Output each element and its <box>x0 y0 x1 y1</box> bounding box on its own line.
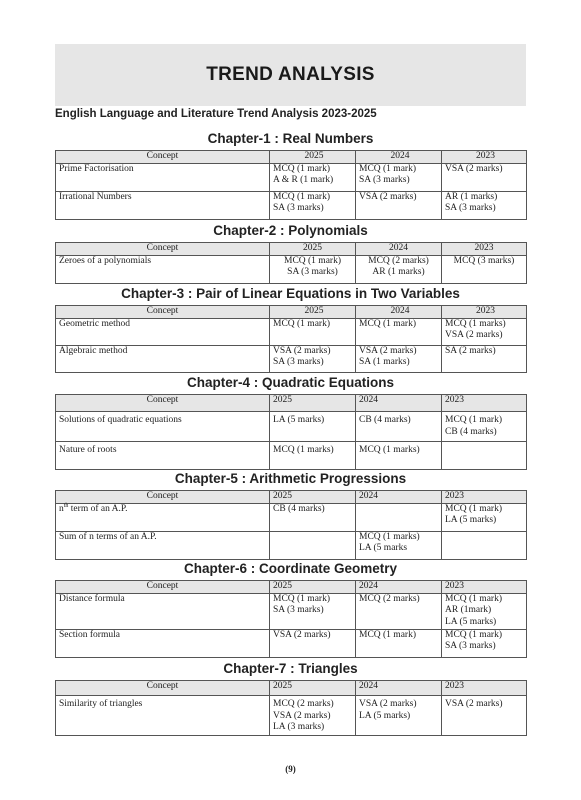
table-header-row <box>56 491 527 504</box>
chapter-heading: Chapter-5 : Arithmetic Progressions <box>174 471 407 486</box>
year-2025-cell <box>270 531 356 559</box>
header-concept: Concept <box>56 395 270 412</box>
trend-table-chapter-5 <box>55 490 527 560</box>
term-superscript: th <box>63 502 69 509</box>
table-row <box>56 163 527 191</box>
chapter-heading: Chapter-6 : Coordinate Geometry <box>183 561 398 576</box>
table-row <box>56 503 527 531</box>
concept-cell: Geometric method <box>56 318 270 345</box>
year-2023-cell <box>442 442 527 470</box>
header-2024: 2024 <box>356 151 442 164</box>
table-row <box>56 191 527 219</box>
table-header-row <box>56 151 527 164</box>
year-2023-cell: MCQ (3 marks) <box>442 255 527 283</box>
table-row <box>56 593 527 629</box>
header-2025: 2025 <box>270 581 356 594</box>
trend-table-chapter-2 <box>55 242 527 284</box>
table-row <box>56 531 527 559</box>
header-2023: 2023 <box>442 395 527 412</box>
table-row <box>56 255 527 283</box>
header-2024: 2024 <box>356 395 442 412</box>
year-2024-cell: MCQ (1 mark) SA (3 marks) <box>356 163 442 191</box>
year-2024-cell: VSA (2 marks) <box>356 191 442 219</box>
header-concept: Concept <box>56 681 270 696</box>
header-2023: 2023 <box>442 243 527 256</box>
page-subtitle: English Language and Literature Trend Analysis 2023-2025 <box>55 108 377 120</box>
trend-table-chapter-1 <box>55 150 527 220</box>
header-2023: 2023 <box>442 681 527 696</box>
trend-table-chapter-3 <box>55 305 527 373</box>
header-2025: 2025 <box>270 243 356 256</box>
year-2025-cell: VSA (2 marks) SA (3 marks) <box>270 345 356 372</box>
chapter-heading: Chapter-4 : Quadratic Equations <box>186 375 395 390</box>
header-2025: 2025 <box>270 491 356 504</box>
year-2025-cell: MCQ (1 mark) A & R (1 mark) <box>270 163 356 191</box>
table-header-row <box>56 681 527 696</box>
year-2023-cell: MCQ (1 mark) CB (4 marks) <box>442 412 527 442</box>
header-concept: Concept <box>56 306 270 319</box>
concept-text: term of an A.P. <box>70 503 128 514</box>
year-2023-cell: MCQ (1 mark) LA (5 marks) <box>442 503 527 531</box>
concept-cell: Prime Factorisation <box>56 163 270 191</box>
term-n: n <box>59 503 64 514</box>
header-2024: 2024 <box>356 306 442 319</box>
concept-cell: Sum of n terms of an A.P. <box>56 531 270 559</box>
concept-cell: Algebraic method <box>56 345 270 372</box>
year-2024-cell: CB (4 marks) <box>356 412 442 442</box>
year-2025-cell: MCQ (2 marks) VSA (2 marks) LA (3 marks) <box>270 696 356 736</box>
concept-cell: Zeroes of a polynomials <box>56 255 270 283</box>
year-2023-cell: MCQ (1 marks) VSA (2 marks) <box>442 318 527 345</box>
header-2023: 2023 <box>442 151 527 164</box>
table-row <box>56 412 527 442</box>
header-2025: 2025 <box>270 306 356 319</box>
trend-table-chapter-6 <box>55 580 527 658</box>
year-2023-cell: AR (1 marks) SA (3 marks) <box>442 191 527 219</box>
header-2024: 2024 <box>356 681 442 696</box>
header-2023: 2023 <box>442 306 527 319</box>
year-2025-cell: CB (4 marks) <box>270 503 356 531</box>
table-row <box>56 442 527 470</box>
header-concept: Concept <box>56 581 270 594</box>
header-2024: 2024 <box>356 491 442 504</box>
table-row <box>56 629 527 657</box>
header-concept: Concept <box>56 243 270 256</box>
header-2024: 2024 <box>356 581 442 594</box>
year-2025-cell: LA (5 marks) <box>270 412 356 442</box>
concept-cell <box>56 503 270 531</box>
table-row <box>56 345 527 372</box>
year-2024-cell: VSA (2 marks) LA (5 marks) <box>356 696 442 736</box>
year-2025-cell: MCQ (1 mark) SA (3 marks) <box>270 255 356 283</box>
header-2024: 2024 <box>356 243 442 256</box>
header-2023: 2023 <box>442 491 527 504</box>
year-2023-cell: SA (2 marks) <box>442 345 527 372</box>
year-2023-cell: MCQ (1 mark) SA (3 marks) <box>442 629 527 657</box>
chapter-heading: Chapter-7 : Triangles <box>223 661 358 676</box>
concept-cell: Distance formula <box>56 593 270 629</box>
year-2024-cell: MCQ (1 marks) LA (5 marks <box>356 531 442 559</box>
year-2023-cell: VSA (2 marks) <box>442 696 527 736</box>
year-2024-cell: MCQ (2 marks) AR (1 marks) <box>356 255 442 283</box>
title-banner <box>55 44 526 106</box>
chapter-heading: Chapter-2 : Polynomials <box>213 223 368 238</box>
year-2023-cell: VSA (2 marks) <box>442 163 527 191</box>
header-2025: 2025 <box>270 151 356 164</box>
year-2023-cell: MCQ (1 mark) AR (1mark) LA (5 marks) <box>442 593 527 629</box>
concept-cell: Section formula <box>56 629 270 657</box>
table-row <box>56 696 527 736</box>
trend-table-chapter-4 <box>55 394 527 470</box>
table-row <box>56 318 527 345</box>
trend-table-chapter-7 <box>55 680 527 736</box>
year-2024-cell: MCQ (1 marks) <box>356 442 442 470</box>
header-concept: Concept <box>56 491 270 504</box>
year-2025-cell: MCQ (1 mark) SA (3 marks) <box>270 191 356 219</box>
table-header-row <box>56 581 527 594</box>
year-2024-cell: VSA (2 marks) SA (1 marks) <box>356 345 442 372</box>
header-concept: Concept <box>56 151 270 164</box>
year-2024-cell: MCQ (1 mark) <box>356 629 442 657</box>
concept-cell: Irrational Numbers <box>56 191 270 219</box>
table-header-row <box>56 306 527 319</box>
year-2025-cell: MCQ (1 marks) <box>270 442 356 470</box>
chapter-heading: Chapter-1 : Real Numbers <box>207 131 374 146</box>
header-2025: 2025 <box>270 681 356 696</box>
table-header-row <box>56 243 527 256</box>
year-2024-cell: MCQ (2 marks) <box>356 593 442 629</box>
year-2024-cell <box>356 503 442 531</box>
chapter-heading: Chapter-3 : Pair of Linear Equations in Two Variables <box>121 286 460 301</box>
header-2025: 2025 <box>270 395 356 412</box>
table-header-row <box>56 395 527 412</box>
concept-cell: Similarity of triangles <box>56 696 270 736</box>
page-title: TREND ANALYSIS <box>206 64 375 85</box>
year-2025-cell: MCQ (1 mark) <box>270 318 356 345</box>
year-2023-cell <box>442 531 527 559</box>
concept-cell: Solutions of quadratic equations <box>56 412 270 442</box>
header-2023: 2023 <box>442 581 527 594</box>
year-2025-cell: MCQ (1 mark) SA (3 marks) <box>270 593 356 629</box>
year-2025-cell: VSA (2 marks) <box>270 629 356 657</box>
year-2024-cell: MCQ (1 mark) <box>356 318 442 345</box>
concept-cell: Nature of roots <box>56 442 270 470</box>
page-number: (9) <box>285 764 296 774</box>
